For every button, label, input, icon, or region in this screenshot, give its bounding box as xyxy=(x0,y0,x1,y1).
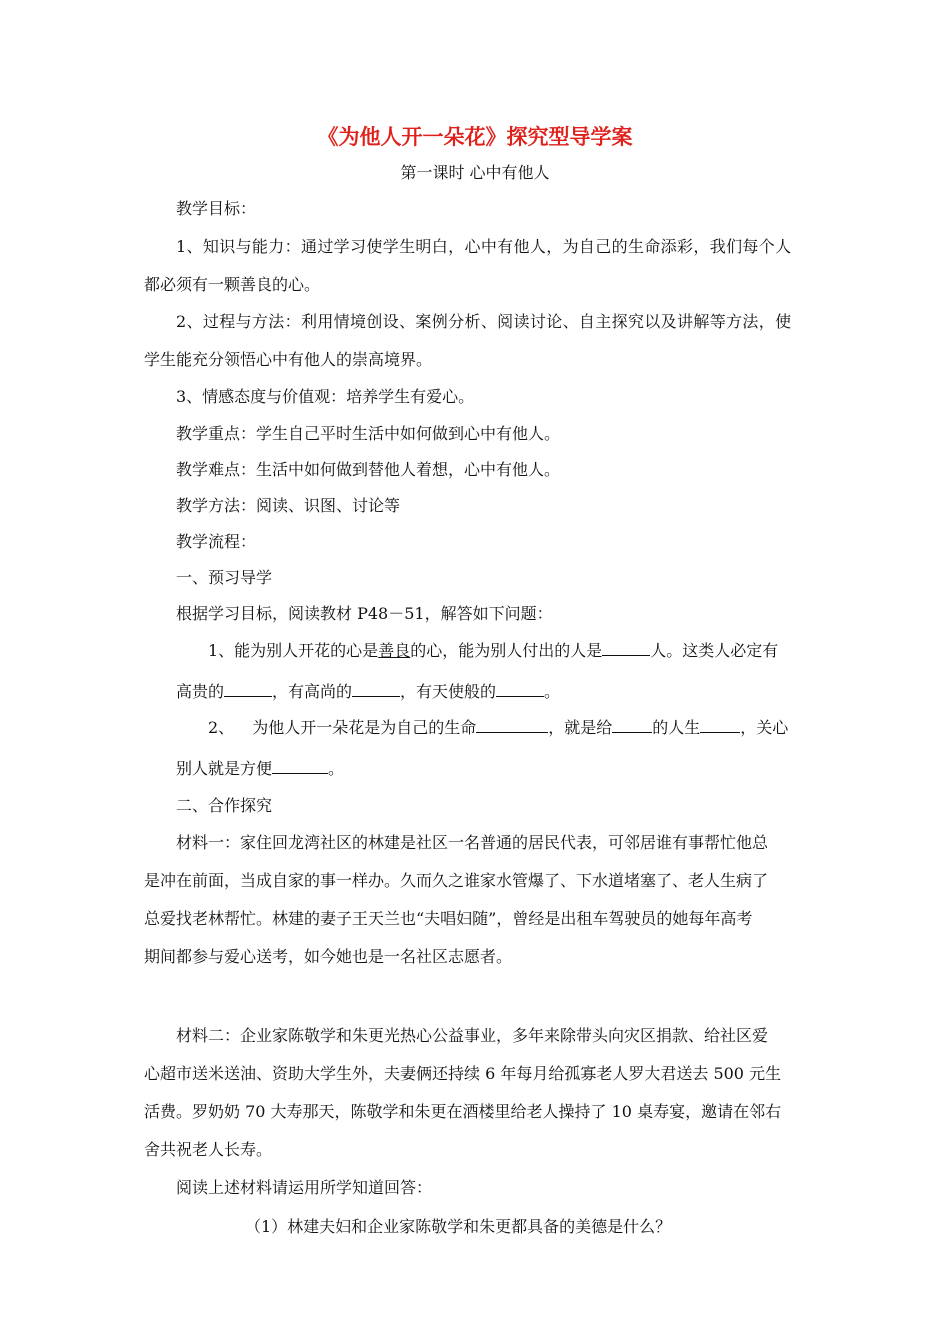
q2-text-f: 。 xyxy=(328,759,345,778)
fill-blank[interactable] xyxy=(476,717,548,733)
q1-text-d: 高贵的 xyxy=(176,682,225,701)
q1-text-a: 1、能为别人开花的心是 xyxy=(208,641,379,660)
q2-text-e: 别人就是方便 xyxy=(176,759,273,778)
document-title: 《为他人开一朵花》探究型导学案 xyxy=(317,125,633,149)
question-1-line-1 xyxy=(208,640,778,661)
q1-text-f: ，有天使般的 xyxy=(400,682,497,701)
material-1-line: 总爱找老林帮忙。林建的妻子王天兰也“夫唱妇随”，曾经是出租车驾驶员的她每年高考 xyxy=(144,909,753,928)
material-2-line: 心超市送米送油、资助大学生外，夫妻俩还持续 6 年每月给孤寡老人罗大君送去 500 元生 xyxy=(144,1064,782,1083)
teaching-method: 教学方法：阅读、识图、讨论等 xyxy=(176,496,401,515)
q1-text-g: 。 xyxy=(544,682,561,701)
key-point: 教学重点：学生自己平时生活中如何做到心中有他人。 xyxy=(176,424,561,443)
q2-text-b: ，就是给 xyxy=(548,718,613,737)
material-1-line: 材料一：家住回龙湾社区的林建是社区一名普通的居民代表，可邻居谁有事帮忙他总 xyxy=(176,833,769,852)
reading-prompt: 阅读上述材料请运用所学知道回答： xyxy=(176,1178,433,1197)
goal-3: 3、情感态度与价值观：培养学生有爱心。 xyxy=(176,387,475,406)
material-1-line: 是冲在前面，当成自家的事一样办。久而久之谁家水管爆了、下水道堵塞了、老人生病了 xyxy=(144,871,769,890)
material-1-line: 期间都参与爱心送考，如今她也是一名社区志愿者。 xyxy=(144,947,513,966)
section-cooperation-heading: 二、合作探究 xyxy=(176,796,273,815)
q2-number: 2、 xyxy=(208,718,235,737)
goals-heading: 教学目标： xyxy=(176,199,257,218)
teaching-flow-heading: 教学流程： xyxy=(176,532,257,551)
difficulty: 教学难点：生活中如何做到替他人着想，心中有他人。 xyxy=(176,460,561,479)
q1-underlined-answer: 善良 xyxy=(378,641,411,660)
question-1-line-2 xyxy=(176,681,560,702)
fill-blank[interactable] xyxy=(496,681,544,697)
q2-text-c: 的人生 xyxy=(652,718,701,737)
fill-blank[interactable] xyxy=(272,758,328,774)
fill-blank[interactable] xyxy=(700,717,740,733)
goal-1-line-1: 1、知识与能力：通过学习使学生明白，心中有他人，为自己的生命添彩，我们每个人 xyxy=(176,237,792,256)
fill-blank[interactable] xyxy=(224,681,272,697)
q2-text-d: ，关心 xyxy=(740,718,789,737)
question-2-line-2 xyxy=(176,758,344,779)
fill-blank[interactable] xyxy=(352,681,400,697)
material-2-line: 舍共祝老人长寿。 xyxy=(144,1140,273,1159)
fill-blank[interactable] xyxy=(612,717,652,733)
q1-text-c: 人。这类人必定有 xyxy=(650,641,779,660)
material-2-line: 活费。罗奶奶 70 大寿那天，陈敬学和朱更在酒楼里给老人操持了 10 桌寿宴，邀请在邻右 xyxy=(144,1102,782,1121)
preview-intro: 根据学习目标，阅读教材 P48－51，解答如下问题： xyxy=(176,604,553,623)
goal-1-line-2: 都必须有一颗善良的心。 xyxy=(144,275,321,294)
q1-text-e: ，有高尚的 xyxy=(272,682,353,701)
material-2-line: 材料二：企业家陈敬学和朱更光热心公益事业，多年来除带头向灾区捐款、给社区爱 xyxy=(176,1026,769,1045)
goal-2-line-1: 2、过程与方法：利用情境创设、案例分析、阅读讨论、自主探究以及讲解等方法，使 xyxy=(176,312,792,331)
question-1-prompt: （1）林建夫妇和企业家陈敬学和朱更都具备的美德是什么？ xyxy=(245,1217,672,1236)
question-2-line-1 xyxy=(208,717,788,738)
q2-text-a: 为他人开一朵花是为自己的生命 xyxy=(252,718,477,737)
section-preview-heading: 一、预习导学 xyxy=(176,568,273,587)
goal-2-line-2: 学生能充分领悟心中有他人的崇高境界。 xyxy=(144,350,433,369)
lesson-subtitle: 第一课时 心中有他人 xyxy=(400,163,550,182)
fill-blank[interactable] xyxy=(602,640,650,656)
q1-text-b: 的心，能为别人付出的人是 xyxy=(410,641,603,660)
